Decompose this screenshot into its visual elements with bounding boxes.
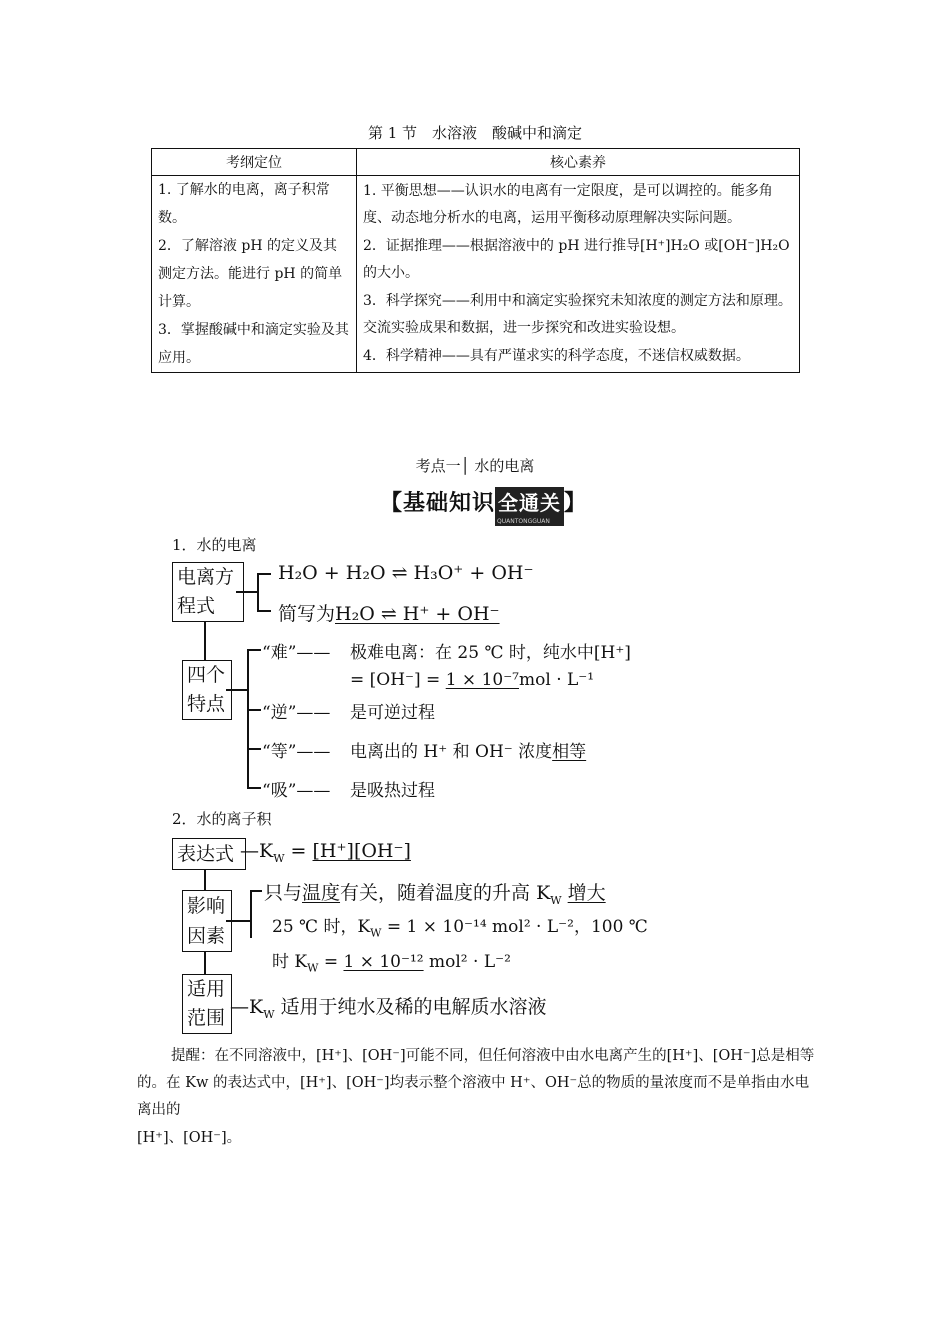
feature-difficult-text: 极难电离：在 25 ℃ 时，纯水中[H⁺] bbox=[350, 643, 631, 663]
table-header-right: 核心素养 bbox=[357, 149, 800, 176]
kw-expression: $—K_W = [H^+][OH^-]$ bbox=[240, 840, 411, 865]
feature-equal-text: 电离出的 H⁺ 和 OH⁻ 浓度相等 bbox=[350, 742, 587, 762]
expression-box: 表达式 bbox=[172, 838, 246, 870]
banner-close: 】 bbox=[564, 491, 588, 516]
objective-item: 1. 了解水的电离，离子积常数。 bbox=[158, 182, 330, 226]
feature-reversible-label: “逆”—— bbox=[262, 703, 331, 723]
scope-box: 适用范围 bbox=[182, 974, 232, 1034]
banner-subtext: QUANTONGGUAN bbox=[497, 518, 550, 525]
ion-concentration-answer: 1 × 10⁻⁷ bbox=[445, 670, 519, 690]
reminder-note: 提醒：在不同溶液中，[H⁺]、[OH⁻]可能不同，但任何溶液中由水电离产生的[H⁺]、[OH⁻]总是相等的。在 Kw 的表达式中，[H⁺]、[OH⁻]均表示整个溶液中 H⁺、OH⁻总的物质的量浓度而不是单指由水电离出的 bbox=[137, 1048, 815, 1118]
feature-difficult-label: “难”—— bbox=[262, 643, 331, 663]
section1-heading: 1．水的电离 bbox=[172, 536, 257, 554]
competency-item: 4．科学精神——具有严谨求实的科学态度，不迷信权威数据。 bbox=[363, 347, 750, 364]
feature-reversible-text: 是可逆过程 bbox=[350, 703, 435, 723]
ionization-equation-short: 简写为H₂O ⇌ H⁺ + OH⁻ bbox=[278, 603, 500, 625]
ionization-equation-full: H₂O + H₂O ⇌ H₃O⁺ + OH⁻ bbox=[278, 562, 534, 584]
feature-endothermic-label: “吸”—— bbox=[262, 781, 331, 801]
kw-scope: $—K_W$ 适用于纯水及稀的电解质水溶液 bbox=[230, 996, 547, 1021]
ionization-equation-box: 电离方程式 bbox=[172, 562, 244, 622]
objective-item: 2．了解溶液 pH 的定义及其测定方法。能进行 pH 的简单计算。 bbox=[158, 238, 343, 310]
increase-answer: 增大 bbox=[567, 882, 606, 904]
temperature-answer: 温度 bbox=[302, 882, 341, 904]
feature-difficult-line2: = [OH⁻] = 1 × 10⁻⁷mol · L⁻¹ bbox=[350, 670, 595, 690]
objectives-table bbox=[151, 148, 800, 373]
kw-100c-answer: 1 × 10⁻¹² bbox=[343, 952, 424, 972]
reminder-note-end: [H⁺]、[OH⁻]。 bbox=[137, 1130, 242, 1146]
competency-item: 1. 平衡思想——认识水的电离有一定限度，是可以调控的。能多角度、动态地分析水的电离，运用平衡移动原理解决实际问题。 bbox=[363, 182, 773, 227]
equal-answer: 相等 bbox=[552, 742, 587, 762]
page-title: 第 1 节 水溶液 酸碱中和滴定 bbox=[367, 124, 583, 142]
influence-temperature: 只与温度有关，随着温度的升高 $K_W$ 增大 bbox=[264, 882, 606, 907]
banner-highlight: 全通关 QUANTONGGUAN bbox=[495, 487, 564, 526]
table-cell-objectives bbox=[152, 176, 357, 373]
feature-endothermic-text: 是吸热过程 bbox=[350, 781, 435, 801]
feature-equal-label: “等”—— bbox=[262, 742, 331, 762]
section-banner bbox=[380, 486, 587, 526]
point-title: 考点一│ 水的电离 bbox=[415, 457, 535, 475]
table-header-left: 考纲定位 bbox=[152, 149, 357, 176]
table-cell-competencies bbox=[357, 176, 800, 373]
four-features-box: 四个特点 bbox=[182, 660, 232, 720]
kw-100c: 时 $K_W = 1 \times 10^{-12}$ mol² · L⁻² bbox=[272, 952, 511, 975]
short-equation-answer: H₂O ⇌ H⁺ + OH⁻ bbox=[335, 603, 500, 625]
objective-item: 3．掌握酸碱中和滴定实验及其应用。 bbox=[158, 322, 349, 366]
banner-text: 【基础知识 bbox=[380, 491, 496, 516]
kw-25c: 25 ℃ 时，$K_W = 1 \times 10^{-14}$ mol² · L⁻²，100 ℃ bbox=[272, 917, 648, 940]
kw-expression-answer: [H⁺][OH⁻] bbox=[312, 840, 411, 862]
competency-item: 3．科学探究——利用中和滴定实验探究未知浓度的测定方法和原理。交流实验成果和数据，进一步探究和改进实验设想。 bbox=[363, 292, 792, 337]
section2-heading: 2．水的离子积 bbox=[172, 810, 272, 828]
influence-factors-box: 影响因素 bbox=[182, 890, 232, 952]
competency-item: 2．证据推理——根据溶液中的 pH 进行推导[H⁺]H₂O 或[OH⁻]H₂O 的大小。 bbox=[363, 237, 790, 282]
